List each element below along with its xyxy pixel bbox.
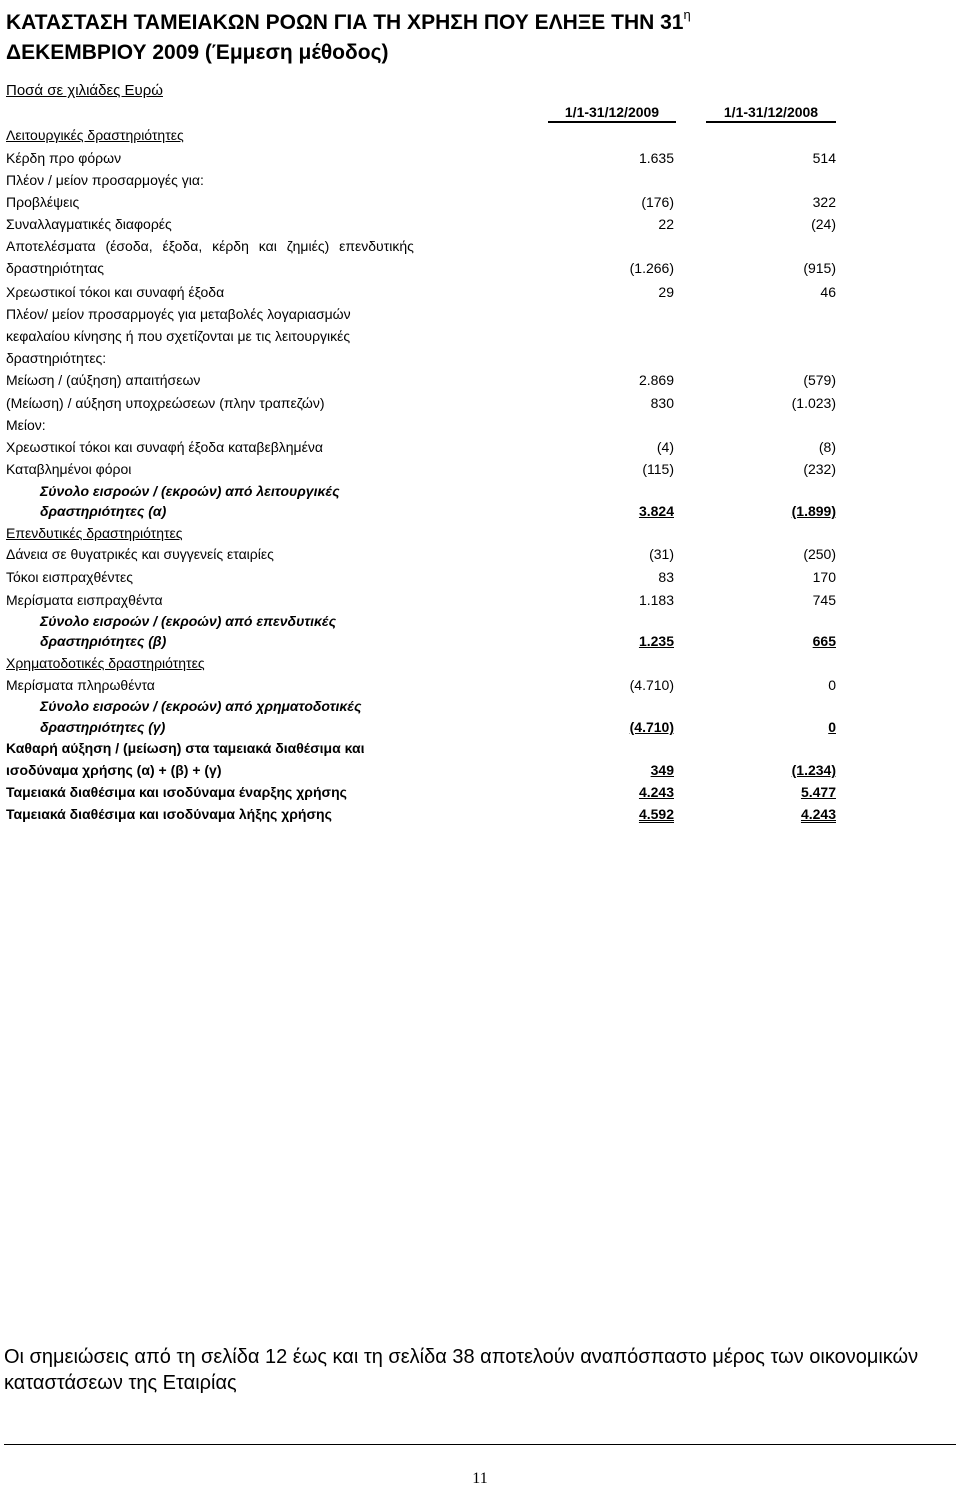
row-label: Κέρδη προ φόρων <box>6 150 122 166</box>
value-2009: 83 <box>658 569 674 585</box>
column-header-2008: 1/1-31/12/2008 <box>706 104 836 123</box>
value-2008: 0 <box>828 677 836 693</box>
value-2008: (579) <box>803 372 836 388</box>
value-2008: 5.477 <box>800 784 836 800</box>
value-2008: (8) <box>818 439 836 455</box>
row-label: δραστηριότητες (β) <box>40 633 167 649</box>
row-label: δραστηριότητες (γ) <box>40 719 166 735</box>
value-2009: 830 <box>650 395 674 411</box>
row-label: Τόκοι εισπραχθέντες <box>6 569 134 585</box>
title-line-2: ΔΕΚΕΜΒΡΙΟΥ 2009 (Έμμεση μέθοδος) <box>6 41 389 64</box>
value-2009: 4.592 <box>638 806 674 822</box>
value-2008: 514 <box>812 150 836 166</box>
value-2008: (1.234) <box>791 762 836 778</box>
document-title <box>6 0 906 68</box>
row-label: Ταμειακά διαθέσιμα και ισοδύναμα λήξης χρήσης <box>6 806 332 822</box>
value-2009: 29 <box>658 284 674 300</box>
row-label: Ταμειακά διαθέσιμα και ισοδύναμα έναρξης χρήσης <box>6 784 347 800</box>
value-2009: 22 <box>658 216 674 232</box>
value-2009: 2.869 <box>638 372 674 388</box>
page-number: 11 <box>472 1470 488 1487</box>
row-label: Δάνεια σε θυγατρικές και συγγενείς εταιρίες <box>6 546 274 562</box>
title-superscript: η <box>683 7 691 22</box>
value-2008: (915) <box>803 260 836 276</box>
value-2008: 46 <box>820 284 836 300</box>
value-2009: 349 <box>650 762 674 778</box>
value-2009: (1.266) <box>629 260 674 276</box>
row-label: δραστηριότητες (α) <box>40 503 167 519</box>
value-2008: 4.243 <box>800 806 836 822</box>
value-2009: (4.710) <box>629 719 674 735</box>
value-2009: (4) <box>656 439 674 455</box>
value-2009: 3.824 <box>638 503 674 519</box>
value-2009: (4.710) <box>629 677 674 693</box>
value-2008: (24) <box>811 216 836 232</box>
row-label: Χρεωστικοί τόκοι και συναφή έξοδα καταβεβλημένα <box>6 439 323 455</box>
value-2009: 4.243 <box>638 784 674 800</box>
column-header-2009: 1/1-31/12/2009 <box>548 104 676 123</box>
footer-divider <box>4 1444 956 1445</box>
row-label: Μείωση / (αύξηση) απαιτήσεων <box>6 372 201 388</box>
value-2009: 1.183 <box>638 592 674 608</box>
value-2008: 322 <box>812 194 836 210</box>
value-2009: 1.635 <box>638 150 674 166</box>
title-line-1: ΚΑΤΑΣΤΑΣΗ ΤΑΜΕΙΑΚΩΝ ΡΟΩΝ ΓΙΑ ΤΗ ΧΡΗΣΗ ΠΟΥ ΕΛΗΞΕ ΤΗΝ 31 <box>6 11 684 34</box>
value-2008: (250) <box>803 546 836 562</box>
value-2008: 665 <box>812 633 836 649</box>
row-label: Προβλέψεις <box>6 194 80 210</box>
value-2008: 170 <box>812 569 836 585</box>
value-2008: (232) <box>803 461 836 477</box>
row-label: Μερίσματα πληρωθέντα <box>6 677 155 693</box>
row-label: Συναλλαγματικές διαφορές <box>6 216 172 232</box>
value-2008: (1.023) <box>791 395 836 411</box>
row-label: (Μείωση) / αύξηση υποχρεώσεων (πλην τραπεζών) <box>6 395 325 411</box>
footnote: Οι σημειώσεις από τη σελίδα 12 έως και τη σελίδα 38 αποτελούν αναπόσπαστο μέρος των οικονομικών καταστάσεων της Εταιρίας <box>4 1346 919 1394</box>
value-2008: 745 <box>812 592 836 608</box>
row-label: Μερίσματα εισπραχθέντα <box>6 592 163 608</box>
row-label: Χρεωστικοί τόκοι και συναφή έξοδα <box>6 284 225 300</box>
value-2009: (176) <box>641 194 674 210</box>
amounts-note: Ποσά σε χιλιάδες Ευρώ <box>6 82 163 99</box>
value-2009: (31) <box>649 546 674 562</box>
value-2009: 1.235 <box>638 633 674 649</box>
row-label: Καταβλημένοι φόροι <box>6 461 132 477</box>
row-label: δραστηριότητας <box>6 260 104 276</box>
value-2008: (1.899) <box>791 503 836 519</box>
value-2008: 0 <box>828 719 836 735</box>
row-label: ισοδύναμα χρήσης (α) + (β) + (γ) <box>6 762 222 778</box>
value-2009: (115) <box>642 461 674 477</box>
